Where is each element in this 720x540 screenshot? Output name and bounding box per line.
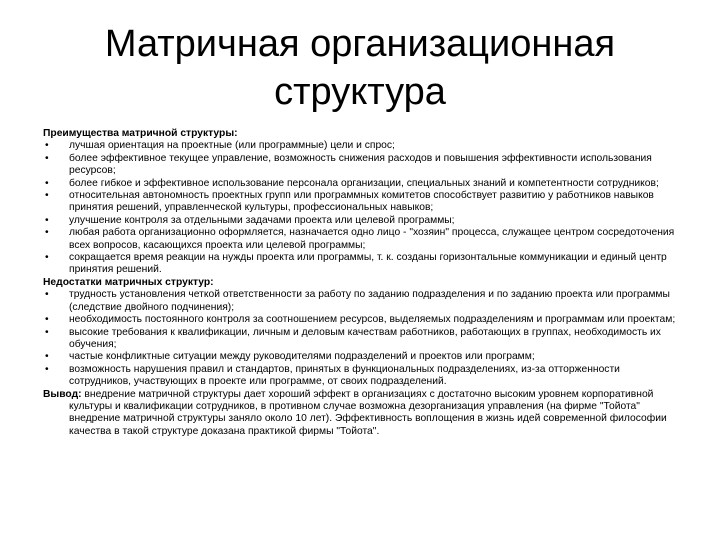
conclusion-text: внедрение матричной структуры дает хороший эффект в организациях с достаточно высоким уровнем корпоративной культуры и квалификации сотрудников, в противном случае возможна дезорганизация управления (на фирме "Тойота" внедрение матричной структуры заняло около 10 лет). Эффективность воплощения в жизнь идей современной философии качества в такой структуре доказана практикой фирмы "Тойота".	[69, 388, 667, 437]
list-item-text: относительная автономность проектных групп или программных комитетов способствует развитию у работников навыков принятия решений, управленческой культуры, профессиональных навыков;	[69, 190, 654, 214]
slide-body	[43, 128, 683, 438]
list-item-text: улучшение контроля за отдельными задачами проекта или целевой программы;	[69, 214, 455, 226]
slide-title	[40, 20, 680, 116]
disadvantages-heading: Недостатки матричных структур:	[43, 276, 214, 288]
list-item	[43, 215, 683, 227]
list-item-text: лучшая ориентация на проектные (или программные) цели и спрос;	[69, 140, 395, 152]
bullet-icon: •	[45, 190, 49, 202]
list-item	[43, 327, 683, 352]
bullet-icon: •	[45, 252, 49, 264]
list-item	[43, 227, 683, 252]
conclusion-label: Вывод:	[43, 388, 82, 400]
conclusion-paragraph	[43, 389, 683, 439]
list-item-text: любая работа организационно оформляется, назначается одно лицо - "хозяин" процесса, служащее центром сосредоточения всех вопросов, касающихся проекта или целевой программы;	[69, 227, 675, 251]
list-item-text: частые конфликтные ситуации между руководителями подразделений и проектов или программ;	[69, 351, 535, 363]
list-item-text: необходимость постоянного контроля за соотношением ресурсов, выделяемых подразделениям и программам или проектам;	[69, 314, 676, 326]
list-item	[43, 252, 683, 277]
bullet-icon: •	[45, 177, 49, 189]
list-item	[43, 351, 683, 363]
bullet-icon: •	[45, 326, 49, 338]
bullet-icon: •	[45, 152, 49, 164]
list-item	[43, 190, 683, 215]
list-item	[43, 178, 683, 190]
list-item-text: сокращается время реакции на нужды проекта или программы, т. к. созданы горизонтальные коммуникации и единый центр принятия решений.	[69, 252, 667, 276]
bullet-icon: •	[45, 227, 49, 239]
list-item-text: более эффективное текущее управление, возможность снижения расходов и повышения эффективности использования ресурсов;	[69, 152, 652, 177]
bullet-icon: •	[45, 289, 49, 301]
list-item	[43, 153, 683, 178]
list-item-text: возможность нарушения правил и стандартов, принятых в функциональных подразделениях, из-за отторженности сотрудников, участвующих в проекте или программе, от своих подразделений.	[69, 363, 620, 388]
list-item	[43, 314, 683, 326]
advantages-heading: Преимущества матричной структуры:	[43, 128, 238, 139]
title-line-2: структура	[274, 71, 446, 113]
list-item-text: более гибкое и эффективное использование персонала организации, специальных знаний и компетентности сотрудников;	[69, 177, 659, 189]
bullet-icon: •	[45, 140, 49, 152]
list-item-text: высокие требования к квалификации, личным и деловым качествам работников, работающих в группах, необходимость их обучения;	[69, 326, 661, 350]
list-item	[43, 140, 683, 152]
bullet-icon: •	[45, 351, 49, 363]
title-line-1: Матричная организационная	[104, 23, 616, 65]
bullet-icon: •	[45, 363, 49, 375]
list-item	[43, 289, 683, 314]
list-item	[43, 364, 683, 389]
bullet-icon: •	[45, 314, 49, 326]
bullet-icon: •	[45, 214, 49, 226]
list-item-text: трудность установления четкой ответственности за работу по заданию подразделения и по заданию проекта или программы (следствие двойного подчинения);	[69, 289, 670, 313]
disadvantages-list	[43, 289, 683, 388]
advantages-list	[43, 140, 683, 276]
